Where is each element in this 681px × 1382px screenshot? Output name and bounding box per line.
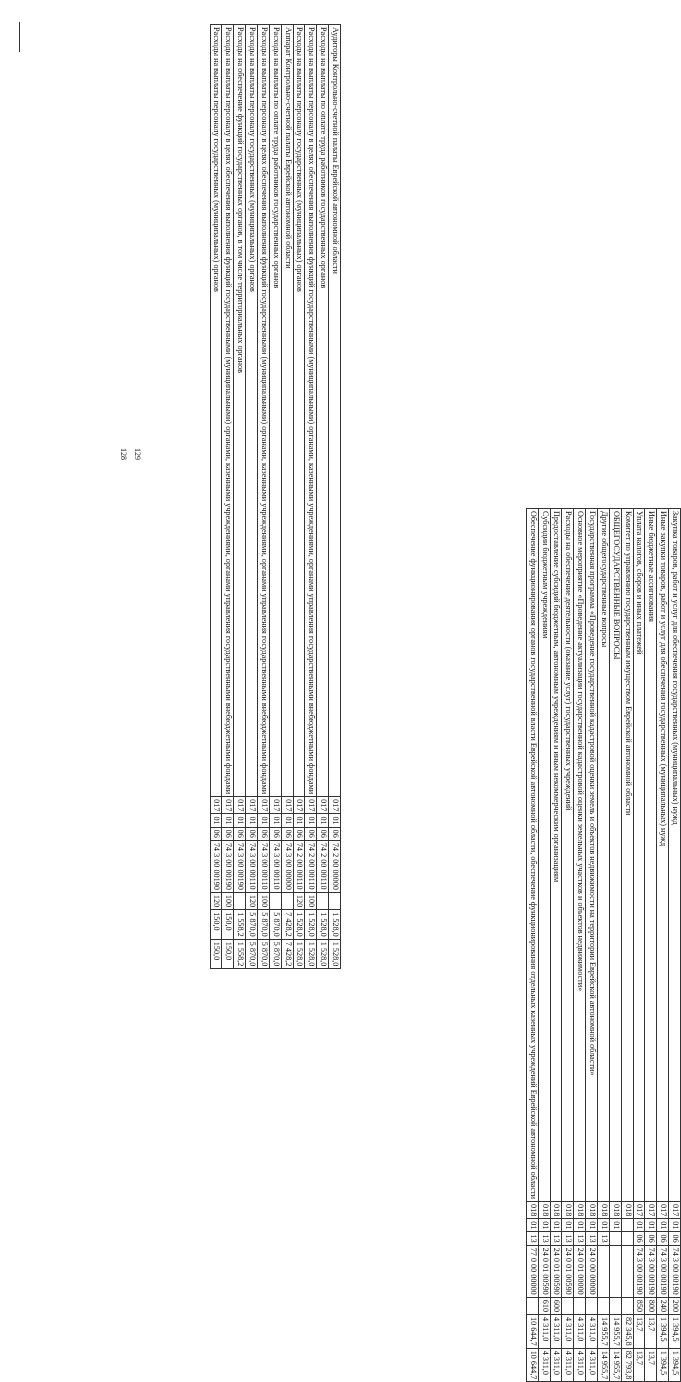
table-row	[574, 509, 586, 1382]
cell-c4: 24 0 01 00590	[550, 1245, 562, 1297]
cell-c3: 06	[293, 827, 305, 840]
table-row	[317, 25, 329, 969]
page-number-right: 129	[133, 448, 142, 460]
right-budget-table	[526, 508, 681, 1382]
cell-c4: 74 3 00 00000	[281, 840, 293, 892]
cell-c1: 017	[317, 797, 329, 814]
cell-c1: 017	[246, 797, 258, 814]
cell-name: Обеспечение функционирования органов государственной власти Еврейской автономной области, обеспечение функционирования отдельных казенных учреждений Еврейской автономной области	[526, 509, 538, 1202]
cell-c4: 74 3 00 00190	[222, 840, 234, 892]
left-budget-table	[210, 24, 341, 969]
cell-c1: 018	[609, 1202, 621, 1219]
cell-v2: 5 870,0	[246, 939, 258, 969]
cell-c1: 017	[329, 797, 341, 814]
cell-v2: 4 311,0	[538, 1348, 550, 1382]
table-row	[586, 509, 598, 1382]
cell-v2: 1 528,0	[293, 939, 305, 969]
cell-c5: 600	[550, 1297, 562, 1314]
cell-name: Основное мероприятие «Проведение актуализации государственной кадастровой оценки земельных участков и объектов недвижимости»	[574, 509, 586, 1202]
cell-v2: 4 311,0	[562, 1348, 574, 1382]
cell-c3: 13	[526, 1232, 538, 1245]
cell-c1: 018	[586, 1202, 598, 1219]
cell-v1: 1 394,5	[657, 1315, 669, 1349]
cell-v2: 1 528,0	[305, 939, 317, 969]
cell-c3: 13	[586, 1232, 598, 1245]
cell-c2: 01	[657, 1219, 669, 1232]
cell-v1: 1 558,2	[234, 910, 246, 940]
cell-c1: 018	[538, 1202, 550, 1219]
cell-c5	[329, 892, 341, 909]
cell-v1: 1 528,0	[293, 910, 305, 940]
cell-c5	[526, 1297, 538, 1314]
cell-v1: 1 528,0	[329, 910, 341, 940]
cell-c2: 01	[609, 1219, 621, 1232]
cell-c5	[609, 1297, 621, 1314]
cell-v1: 5 870,0	[246, 910, 258, 940]
cell-c4	[609, 1245, 621, 1297]
table-row	[246, 25, 258, 969]
cell-name: Иные бюджетные ассигнования	[645, 509, 657, 1202]
cell-v1: 4 311,0	[574, 1315, 586, 1349]
cell-c3: 06	[305, 827, 317, 840]
cell-c5: 120	[246, 892, 258, 909]
cell-c4: 74 3 00 00190	[234, 840, 246, 892]
cell-c2: 01	[329, 814, 341, 827]
cell-v1: 13,7	[645, 1315, 657, 1349]
table-row	[597, 509, 609, 1382]
table-row	[305, 25, 317, 969]
cell-c2: 01	[257, 814, 269, 827]
left-table-block	[210, 24, 341, 969]
cell-c2: 01	[597, 1219, 609, 1232]
cell-c1: 017	[281, 797, 293, 814]
cell-name: Расходы на выплаты персоналу в целях обеспечения выполнения функций государственными (муниципальными) органами, казенными учреждениями, органами управления государственными внебюджетными фондами	[305, 25, 317, 797]
cell-c5	[281, 892, 293, 909]
cell-name: Субсидии бюджетным учреждениям	[538, 509, 550, 1202]
page-number-left: 128	[119, 448, 128, 460]
table-row	[234, 25, 246, 969]
cell-c3: 13	[550, 1232, 562, 1245]
cell-name: Расходы на выплаты персоналу государственных (муниципальных) органов	[293, 25, 305, 797]
cell-c2: 01	[222, 814, 234, 827]
cell-c2: 01	[317, 814, 329, 827]
cell-v2: 4 311,0	[586, 1348, 598, 1382]
cell-c4: 74 3 00 00190	[645, 1245, 657, 1297]
cell-c3	[609, 1232, 621, 1245]
cell-name: Расходы на выплаты персоналу в целях обеспечения выполнения функций государственными (муниципальными) органами, казенными учреждениями, органами управления государственными внебюджетными фондами	[222, 25, 234, 797]
table-row	[657, 509, 669, 1382]
cell-name: Расходы на выплаты персоналу в целях обеспечения выполнения функций государственными (муниципальными) органами, казенными учреждениями, органами управления государственными внебюджетными фондами	[257, 25, 269, 797]
cell-c1: 017	[222, 797, 234, 814]
table-row	[609, 509, 621, 1382]
cell-v2: 4 311,0	[550, 1348, 562, 1382]
cell-c2: 01	[550, 1219, 562, 1232]
table-row	[210, 25, 222, 969]
table-row	[222, 25, 234, 969]
cell-c4: 74 2 00 00110	[293, 840, 305, 892]
cell-c4: 74 2 00 00110	[317, 840, 329, 892]
cell-c2: 01	[526, 1219, 538, 1232]
cell-c5: 200	[669, 1297, 681, 1314]
cell-v2: 5 870,0	[269, 939, 281, 969]
table-row	[329, 25, 341, 969]
cell-v1: 4 311,0	[586, 1315, 598, 1349]
cell-c1: 017	[210, 797, 222, 814]
table-row	[633, 509, 645, 1382]
cell-v2: 14 955,7	[597, 1348, 609, 1382]
cell-name: Другие общегосударственные вопросы	[597, 509, 609, 1202]
cell-v2: 82 793,8	[621, 1348, 633, 1382]
cell-c5: 850	[633, 1297, 645, 1314]
cell-v2: 13,7	[645, 1348, 657, 1382]
cell-c2: 01	[305, 814, 317, 827]
cell-c4: 24 0 01 00590	[538, 1245, 550, 1297]
table-row	[281, 25, 293, 969]
table-row	[621, 509, 633, 1382]
cell-v1: 4 311,0	[538, 1315, 550, 1349]
cell-c1: 018	[621, 1202, 633, 1219]
cell-c4: 74 3 00 00110	[269, 840, 281, 892]
cell-c2: 01	[538, 1219, 550, 1232]
cell-c3: 06	[317, 827, 329, 840]
cell-v2: 1 528,0	[329, 939, 341, 969]
cell-v2: 5 870,0	[257, 939, 269, 969]
cell-c5	[234, 892, 246, 909]
cell-c5	[621, 1297, 633, 1314]
cell-c3: 13	[574, 1232, 586, 1245]
cell-c5: 610	[538, 1297, 550, 1314]
cell-c2: 01	[669, 1219, 681, 1232]
table-row	[550, 509, 562, 1382]
cell-v1: 7 428,2	[281, 910, 293, 940]
cell-c1: 017	[269, 797, 281, 814]
cell-c5	[269, 892, 281, 909]
cell-v2: 14 955,7	[609, 1348, 621, 1382]
cell-c4: 74 3 00 00110	[257, 840, 269, 892]
cell-v2: 1 558,2	[234, 939, 246, 969]
cell-name: Расходы на выплаты по оплате труда работников государственных органов	[269, 25, 281, 797]
table-row	[645, 509, 657, 1382]
cell-v1: 14 955,7	[597, 1315, 609, 1349]
cell-c4: 74 3 00 00190	[669, 1245, 681, 1297]
cell-c3: 06	[257, 827, 269, 840]
cell-v1: 5 870,0	[257, 910, 269, 940]
cell-c3: 13	[562, 1232, 574, 1245]
cell-c5	[574, 1297, 586, 1314]
cell-c3: 06	[657, 1232, 669, 1245]
cell-v2: 1 528,0	[317, 939, 329, 969]
cell-v1: 14 955,7	[609, 1315, 621, 1349]
cell-c4: 74 3 00 00190	[657, 1245, 669, 1297]
cell-name: Иные закупки товаров, работ и услуг для обеспечения государственных (муниципальных) нужд	[657, 509, 669, 1202]
cell-name: Расходы на выплаты персоналу государственных (муниципальных) органов	[210, 25, 222, 797]
cell-name: Закупка товаров, работ и услуг для обеспечения государственных (муниципальных) нужд	[669, 509, 681, 1202]
cell-name: Аппарат Контрольно-счетной палаты Еврейской автономной области	[281, 25, 293, 797]
cell-name: Расходы на выплаты персоналу государственных (муниципальных) органов	[246, 25, 258, 797]
cell-name: Аудиторы Контрольно-счетной палаты Еврейской автономной области	[329, 25, 341, 797]
cell-c3: 06	[669, 1232, 681, 1245]
cell-c1: 017	[305, 797, 317, 814]
table-row	[669, 509, 681, 1382]
cell-c2: 01	[234, 814, 246, 827]
cell-c4: 74 2 00 00110	[305, 840, 317, 892]
cell-c2: 01	[633, 1219, 645, 1232]
cell-v1: 5 870,0	[269, 910, 281, 940]
cell-c2	[621, 1219, 633, 1232]
cell-c3: 06	[281, 827, 293, 840]
cell-c4: 74 2 00 00000	[329, 840, 341, 892]
cell-v2: 13,7	[633, 1348, 645, 1382]
cell-c4: 74 3 00 00110	[246, 840, 258, 892]
right-table-block	[526, 508, 681, 1382]
cell-v1: 10 644,7	[526, 1315, 538, 1349]
table-row	[293, 25, 305, 969]
cell-c1: 017	[657, 1202, 669, 1219]
cell-c4: 24 0 01 00590	[562, 1245, 574, 1297]
cell-c1: 018	[597, 1202, 609, 1219]
cell-c3: 13	[538, 1232, 550, 1245]
cell-c5	[597, 1297, 609, 1314]
cell-v2: 1 394,5	[669, 1348, 681, 1382]
cell-c3: 06	[269, 827, 281, 840]
cell-v2: 7 428,2	[281, 939, 293, 969]
cell-name: Расходы на обеспечение функций государственных органов, в том числе территориальных органов	[234, 25, 246, 797]
cell-v1: 150,0	[222, 910, 234, 940]
cell-c5	[586, 1297, 598, 1314]
cell-c5	[317, 892, 329, 909]
cell-c2: 01	[281, 814, 293, 827]
cell-v2: 10 644,7	[526, 1348, 538, 1382]
cell-c1: 018	[574, 1202, 586, 1219]
cell-c3	[621, 1232, 633, 1245]
cell-v2: 4 311,0	[574, 1348, 586, 1382]
cell-c5: 800	[645, 1297, 657, 1314]
cell-c3: 06	[210, 827, 222, 840]
cell-c1: 017	[234, 797, 246, 814]
cell-c4	[597, 1245, 609, 1297]
cell-c5: 100	[222, 892, 234, 909]
table-row	[538, 509, 550, 1382]
cell-name: Уплата налогов, сборов и иных платежей	[633, 509, 645, 1202]
cell-v1: 1 528,0	[305, 910, 317, 940]
cell-v1: 4 311,0	[550, 1315, 562, 1349]
cell-c1: 017	[669, 1202, 681, 1219]
margin-line	[19, 22, 20, 52]
cell-c2: 01	[574, 1219, 586, 1232]
cell-c4: 24 0 00 00000	[586, 1245, 598, 1297]
cell-v2: 150,0	[210, 939, 222, 969]
cell-c5: 120	[210, 892, 222, 909]
cell-v2: 150,0	[222, 939, 234, 969]
cell-c2: 01	[246, 814, 258, 827]
cell-c2: 01	[269, 814, 281, 827]
cell-v1: 1 394,5	[669, 1315, 681, 1349]
cell-c4	[621, 1245, 633, 1297]
table-row	[562, 509, 574, 1382]
cell-c3: 06	[246, 827, 258, 840]
cell-c3: 06	[329, 827, 341, 840]
cell-c1: 018	[526, 1202, 538, 1219]
cell-v1: 4 311,0	[562, 1315, 574, 1349]
cell-v1: 13,7	[633, 1315, 645, 1349]
cell-c1: 018	[550, 1202, 562, 1219]
cell-c1: 018	[562, 1202, 574, 1219]
cell-c2: 01	[293, 814, 305, 827]
cell-c5	[562, 1297, 574, 1314]
cell-name: Предоставление субсидий бюджетным, автономным учреждениям и иным некоммерческим организациям	[550, 509, 562, 1202]
cell-v1: 150,0	[210, 910, 222, 940]
cell-c2: 01	[645, 1219, 657, 1232]
cell-c3: 06	[222, 827, 234, 840]
cell-c4: 77 0 00 00000	[526, 1245, 538, 1297]
cell-c1: 017	[293, 797, 305, 814]
cell-c1: 017	[633, 1202, 645, 1219]
cell-c1: 017	[257, 797, 269, 814]
cell-name: Государственная программа «Проведение государственной кадастровой оценки земель и объектов недвижимости на территории Еврейской автономной области»	[586, 509, 598, 1202]
cell-c2: 01	[562, 1219, 574, 1232]
cell-name: Комитет по управлению государственным имуществом Еврейской автономной области	[621, 509, 633, 1202]
cell-v1: 82 345,8	[621, 1315, 633, 1349]
cell-c3: 06	[633, 1232, 645, 1245]
cell-v1: 1 528,0	[317, 910, 329, 940]
cell-c5: 100	[257, 892, 269, 909]
cell-name: Расходы на выплаты по оплате труда работников государственных органов	[317, 25, 329, 797]
cell-c3: 06	[645, 1232, 657, 1245]
cell-name: Расходы на обеспечение деятельности (оказание услуг) государственных учреждений	[562, 509, 574, 1202]
table-row	[257, 25, 269, 969]
cell-c3: 06	[234, 827, 246, 840]
cell-name: ОБЩЕГОСУДАРСТВЕННЫЕ ВОПРОСЫ	[609, 509, 621, 1202]
cell-c2: 01	[210, 814, 222, 827]
cell-c4: 24 0 01 00000	[574, 1245, 586, 1297]
cell-c5: 100	[305, 892, 317, 909]
cell-v2: 1 394,5	[657, 1348, 669, 1382]
cell-c5: 240	[657, 1297, 669, 1314]
cell-c1: 017	[645, 1202, 657, 1219]
cell-c2: 01	[586, 1219, 598, 1232]
cell-c4: 74 3 00 00190	[633, 1245, 645, 1297]
cell-c3: 13	[597, 1232, 609, 1245]
table-row	[269, 25, 281, 969]
table-row	[526, 509, 538, 1382]
cell-c5: 120	[293, 892, 305, 909]
cell-c4: 74 3 00 00190	[210, 840, 222, 892]
